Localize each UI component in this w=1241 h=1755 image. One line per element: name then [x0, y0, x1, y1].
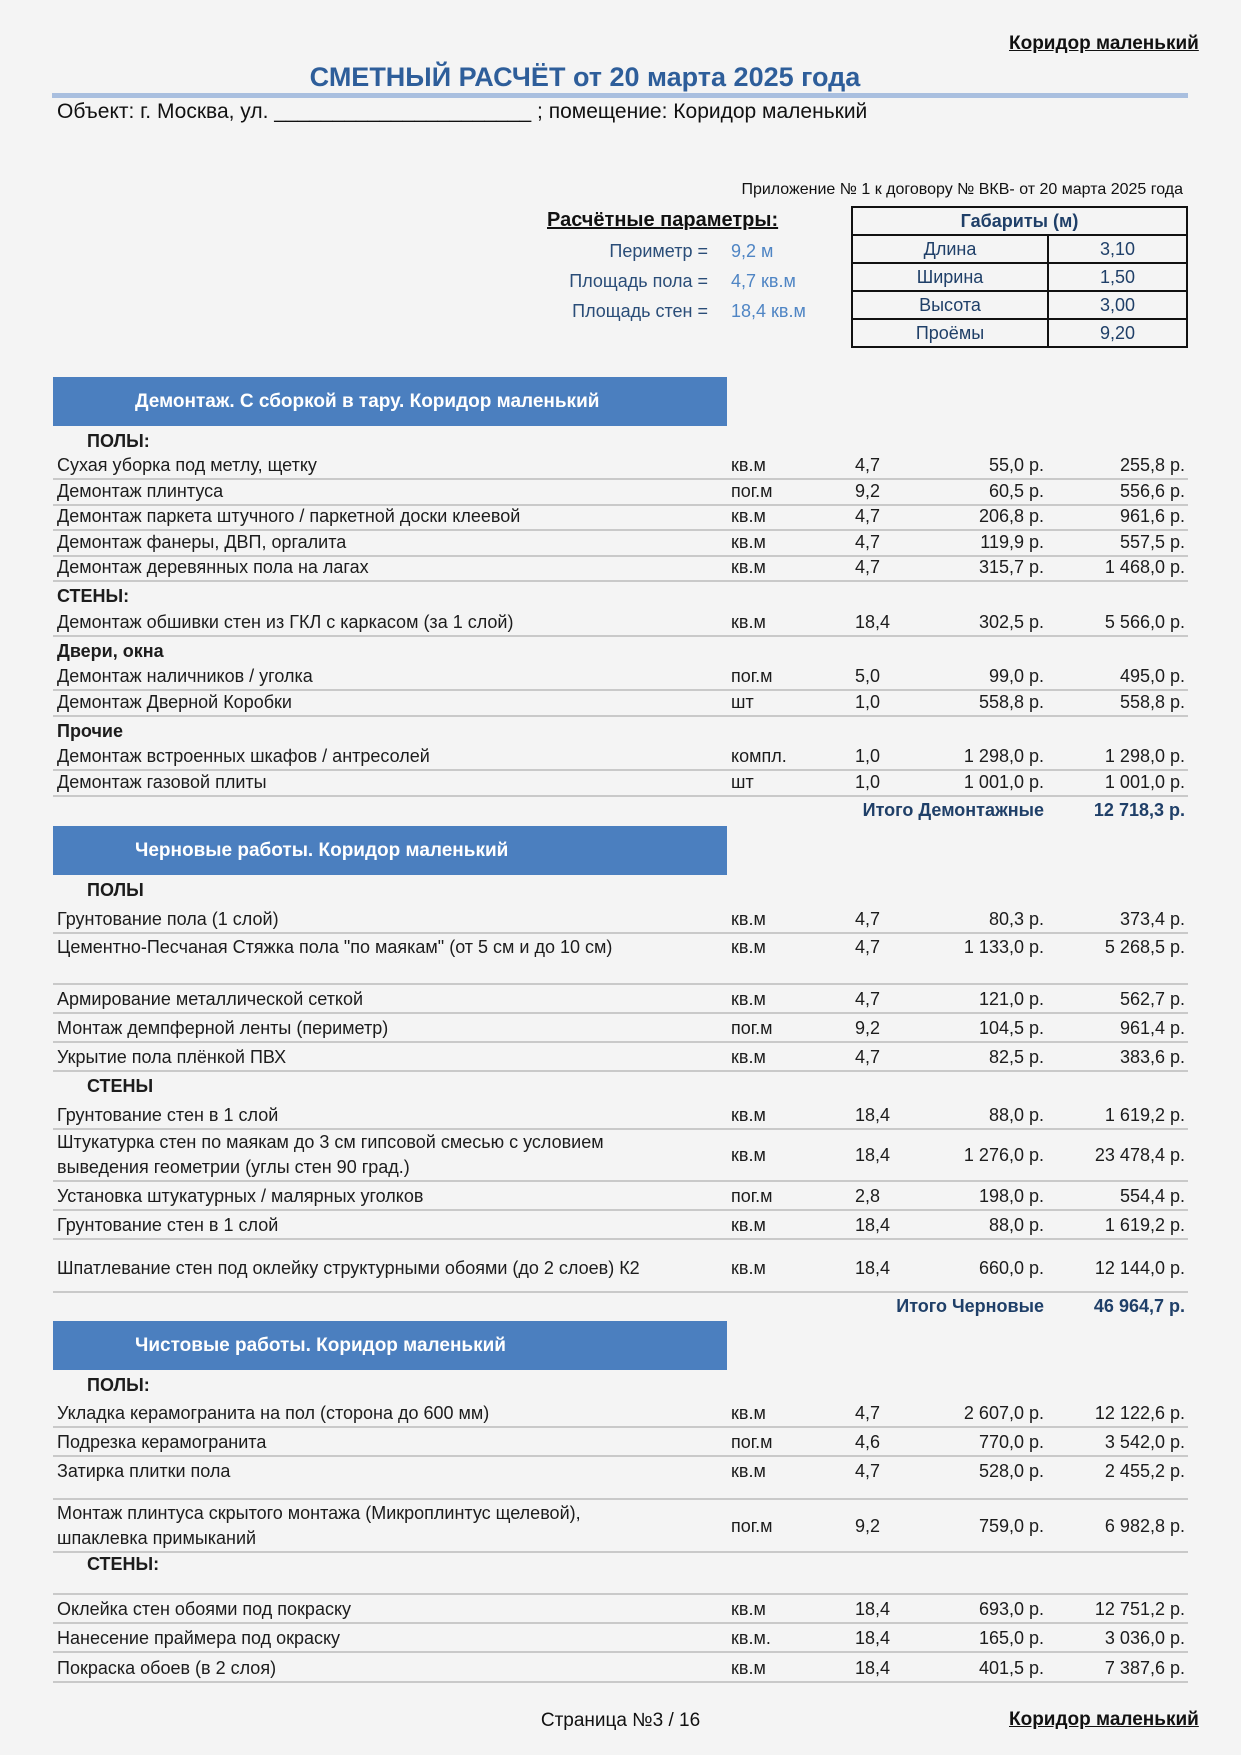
table-row	[53, 1211, 1188, 1240]
item-name: Нанесение праймера под окраску	[57, 1628, 341, 1648]
subtotal-label: Итого Демонтажные	[862, 800, 1044, 820]
item-price: 1 001,0 р.	[963, 772, 1044, 792]
item-qty: 4,7	[855, 506, 881, 526]
item-price: 1 133,0 р.	[963, 937, 1044, 957]
param-wall-area-label: Площадь стен =	[572, 301, 708, 321]
item-price: 528,0 р.	[978, 1461, 1044, 1481]
item-total: 383,6 р.	[1119, 1047, 1185, 1067]
item-name: Демонтаж плинтуса	[57, 481, 224, 501]
dim-label: Проёмы	[852, 319, 1048, 347]
item-total: 562,7 р.	[1119, 989, 1185, 1009]
item-unit: кв.м	[731, 1658, 766, 1678]
table-row	[53, 1457, 1188, 1500]
item-total: 5 268,5 р.	[1104, 937, 1185, 957]
item-qty: 4,7	[855, 532, 881, 552]
item-unit: пог.м	[731, 1018, 773, 1038]
item-total: 1 468,0 р.	[1104, 557, 1185, 577]
table-row	[53, 557, 1188, 582]
item-total: 12 122,6 р.	[1094, 1403, 1185, 1423]
item-unit: кв.м	[731, 989, 766, 1009]
page-title: СМЕТНЫЙ РАСЧЁТ от 20 марта 2025 года	[309, 62, 861, 92]
item-unit: кв.м	[731, 557, 766, 577]
item-price: 1 298,0 р.	[963, 746, 1044, 766]
item-qty: 4,7	[855, 1047, 881, 1067]
item-price: 121,0 р.	[978, 989, 1044, 1009]
table-row	[53, 454, 1188, 480]
table-row	[53, 506, 1188, 531]
subheading-label: ПОЛЫ	[87, 880, 144, 900]
item-price: 88,0 р.	[988, 1105, 1044, 1125]
dim-label: Ширина	[852, 263, 1048, 291]
item-unit: кв.м	[731, 1047, 766, 1067]
item-total: 255,8 р.	[1119, 455, 1185, 475]
item-qty: 4,7	[855, 989, 881, 1009]
item-total: 556,6 р.	[1119, 481, 1185, 501]
item-unit: пог.м	[731, 1516, 773, 1536]
subtotal-value: 12 718,3 р.	[1093, 800, 1185, 820]
table-row	[53, 934, 1188, 985]
item-qty: 4,7	[855, 937, 881, 957]
item-name: Укрытие пола плёнкой ПВХ	[57, 1047, 287, 1067]
item-total: 1 001,0 р.	[1104, 772, 1185, 792]
item-unit: кв.м	[731, 1258, 766, 1278]
appendix-note: Приложение № 1 к договору № ВКВ- от 20 марта 2025 года	[741, 181, 1183, 198]
item-qty: 4,6	[855, 1432, 881, 1452]
item-name: Грунтование стен в 1 слой	[57, 1105, 279, 1125]
item-qty: 4,7	[855, 557, 881, 577]
table-row	[53, 744, 1188, 771]
item-qty: 1,0	[855, 746, 881, 766]
item-name: Демонтаж газовой плиты	[57, 772, 267, 792]
param-floor-area-label: Площадь пола =	[569, 271, 708, 291]
item-name: Цементно-Песчаная Стяжка пола "по маякам" (от 5 см и до 10 см)	[57, 937, 613, 957]
item-total: 558,8 р.	[1119, 692, 1185, 712]
item-price: 99,0 р.	[988, 666, 1044, 686]
item-qty: 4,7	[855, 909, 881, 929]
item-unit: кв.м	[731, 1215, 766, 1235]
item-unit: кв.м	[731, 1461, 766, 1481]
item-name-line2: выведения геометрии (углы стен 90 град.)	[57, 1157, 410, 1177]
dimensions-title: Габариты (м)	[852, 207, 1187, 235]
section-title: Черновые работы. Коридор маленький	[135, 839, 509, 861]
item-name: Монтаж демпферной ленты (периметр)	[57, 1018, 389, 1038]
dim-value: 3,10	[1048, 235, 1187, 263]
param-wall-area-value: 18,4 кв.м	[731, 301, 806, 321]
room-link-bottom[interactable]: Коридор маленький	[1009, 1709, 1199, 1730]
table-row	[53, 1624, 1188, 1653]
params-title: Расчётные параметры:	[547, 209, 779, 231]
item-qty: 1,0	[855, 772, 881, 792]
item-price: 88,0 р.	[988, 1215, 1044, 1235]
item-price: 206,8 р.	[978, 506, 1044, 526]
table-row	[53, 903, 1188, 934]
item-price: 80,3 р.	[988, 909, 1044, 929]
item-qty: 2,8	[855, 1186, 881, 1206]
item-qty: 9,2	[855, 1516, 881, 1536]
item-qty: 18,4	[855, 1145, 891, 1165]
item-unit: пог.м	[731, 1432, 773, 1452]
item-price: 82,5 р.	[988, 1047, 1044, 1067]
item-name: Грунтование стен в 1 слой	[57, 1215, 279, 1235]
item-name: Затирка плитки пола	[57, 1461, 231, 1481]
item-name: Демонтаж фанеры, ДВП, оргалита	[57, 532, 347, 552]
item-total: 373,4 р.	[1119, 909, 1185, 929]
table-row	[53, 1182, 1188, 1211]
item-total: 23 478,4 р.	[1094, 1145, 1185, 1165]
subheading	[53, 637, 1188, 664]
subheading	[53, 717, 1188, 744]
section-title: Чистовые работы. Коридор маленький	[135, 1334, 506, 1356]
item-unit: пог.м	[731, 666, 773, 686]
section-header-demolition	[53, 377, 727, 426]
item-unit: кв.м.	[731, 1628, 771, 1648]
item-price: 1 276,0 р.	[963, 1145, 1044, 1165]
item-qty: 5,0	[855, 666, 881, 686]
subheading	[53, 1372, 1188, 1398]
section-header-finishing	[53, 1321, 727, 1370]
item-price: 660,0 р.	[978, 1258, 1044, 1278]
item-unit: кв.м	[731, 612, 766, 632]
param-perimeter-label: Периметр =	[609, 241, 708, 261]
table-row	[53, 1595, 1188, 1624]
subheading	[53, 582, 1188, 609]
item-price: 165,0 р.	[978, 1628, 1044, 1648]
item-name: Установка штукатурных / малярных уголков	[57, 1186, 424, 1206]
item-price: 693,0 р.	[978, 1599, 1044, 1619]
item-name: Демонтаж встроенных шкафов / антресолей	[57, 746, 430, 766]
table-row	[53, 1500, 1188, 1553]
item-unit: кв.м	[731, 937, 766, 957]
item-qty: 18,4	[855, 1215, 891, 1235]
item-price: 60,5 р.	[988, 481, 1044, 501]
item-total: 557,5 р.	[1119, 532, 1185, 552]
item-qty: 4,7	[855, 455, 881, 475]
item-qty: 4,7	[855, 1403, 881, 1423]
item-qty: 18,4	[855, 1258, 891, 1278]
table-row	[53, 531, 1188, 557]
item-total: 6 982,8 р.	[1104, 1516, 1185, 1536]
item-total: 2 455,2 р.	[1104, 1461, 1185, 1481]
dim-value: 3,00	[1048, 291, 1187, 319]
item-qty: 9,2	[855, 1018, 881, 1038]
table-row	[53, 664, 1188, 691]
object-line: Объект: г. Москва, ул. ______________________ ; помещение: Коридор маленький	[57, 100, 868, 123]
item-price: 104,5 р.	[978, 1018, 1044, 1038]
item-price: 315,7 р.	[978, 557, 1044, 577]
item-total: 12 144,0 р.	[1094, 1258, 1185, 1278]
section-title: Демонтаж. С сборкой в тару. Коридор маленький	[135, 390, 600, 412]
item-unit: кв.м	[731, 1105, 766, 1125]
subheading	[53, 1553, 1188, 1595]
item-name: Шпатлевание стен под оклейку структурными обоями (до 2 слоев) К2	[57, 1258, 640, 1278]
item-qty: 1,0	[855, 692, 881, 712]
page-number: Страница №3 / 16	[540, 1710, 701, 1731]
item-name: Покраска обоев (в 2 слоя)	[57, 1658, 277, 1678]
table-row	[53, 985, 1188, 1014]
item-name: Сухая уборка под метлу, щетку	[57, 455, 317, 475]
item-total: 554,4 р.	[1119, 1186, 1185, 1206]
dim-value: 1,50	[1048, 263, 1187, 291]
subheading-label: Двери, окна	[57, 641, 164, 661]
subheading-label: СТЕНЫ	[87, 1076, 154, 1096]
item-qty: 18,4	[855, 1105, 891, 1125]
item-price: 119,9 р.	[980, 532, 1044, 552]
item-total: 7 387,6 р.	[1104, 1658, 1185, 1678]
item-price: 2 607,0 р.	[963, 1403, 1044, 1423]
table-row	[53, 771, 1188, 797]
item-unit: шт	[731, 772, 754, 792]
title-underline	[52, 93, 1188, 98]
item-qty: 4,7	[855, 1461, 881, 1481]
dimensions-table	[851, 206, 1188, 348]
item-unit: компл.	[731, 746, 787, 766]
subheading-label: Прочие	[57, 721, 124, 741]
item-price: 770,0 р.	[978, 1432, 1044, 1452]
item-name: Демонтаж наличников / уголка	[57, 666, 313, 686]
item-price: 759,0 р.	[978, 1516, 1044, 1536]
subheading-label: ПОЛЫ:	[87, 1375, 150, 1395]
item-total: 961,6 р.	[1119, 506, 1185, 526]
table-row	[53, 1240, 1188, 1293]
item-name: Монтаж плинтуса скрытого монтажа (Микроплинтус щелевой),	[57, 1503, 581, 1523]
table-row	[53, 609, 1188, 637]
subheading	[53, 1072, 1188, 1099]
item-name: Демонтаж деревянных пола на лагах	[57, 557, 369, 577]
item-name: Грунтование пола (1 слой)	[57, 909, 279, 929]
item-unit: пог.м	[731, 481, 773, 501]
item-price: 55,0 р.	[988, 455, 1044, 475]
item-name-line2: шпаклевка примыканий	[57, 1528, 257, 1548]
item-price: 302,5 р.	[978, 612, 1044, 632]
item-name: Демонтаж Дверной Коробки	[57, 692, 292, 712]
item-qty: 18,4	[855, 612, 891, 632]
subheading	[53, 877, 1188, 903]
item-qty: 9,2	[855, 481, 881, 501]
param-floor-area-value: 4,7 кв.м	[731, 271, 796, 291]
item-total: 1 298,0 р.	[1104, 746, 1185, 766]
item-name: Демонтаж паркета штучного / паркетной доски клеевой	[57, 506, 521, 526]
table-row	[53, 1428, 1188, 1457]
item-price: 198,0 р.	[978, 1186, 1044, 1206]
item-price: 558,8 р.	[978, 692, 1044, 712]
item-name: Подрезка керамогранита	[57, 1432, 267, 1452]
item-name: Укладка керамогранита на пол (сторона до 600 мм)	[57, 1403, 490, 1423]
room-link-top[interactable]: Коридор маленький	[1009, 33, 1199, 54]
subtotal-label: Итого Черновые	[896, 1296, 1044, 1316]
subheading	[53, 427, 1188, 454]
subheading-label: СТЕНЫ:	[87, 1554, 160, 1574]
item-total: 5 566,0 р.	[1104, 612, 1185, 632]
dim-value: 9,20	[1048, 319, 1187, 347]
dim-label: Длина	[852, 235, 1048, 263]
item-unit: кв.м	[731, 1599, 766, 1619]
table-row	[53, 1398, 1188, 1428]
item-unit: кв.м	[731, 909, 766, 929]
dim-label: Высота	[852, 291, 1048, 319]
item-total: 3 036,0 р.	[1104, 1628, 1185, 1648]
subtotal-row	[53, 1293, 1188, 1319]
table-row	[53, 1099, 1188, 1130]
table-row	[53, 691, 1188, 717]
subtotal-row	[53, 797, 1188, 823]
item-qty: 18,4	[855, 1658, 891, 1678]
item-unit: кв.м	[731, 1145, 766, 1165]
subtotal-value: 46 964,7 р.	[1093, 1296, 1185, 1316]
item-unit: шт	[731, 692, 754, 712]
item-unit: пог.м	[731, 1186, 773, 1206]
item-name: Демонтаж обшивки стен из ГКЛ с каркасом (за 1 слой)	[57, 612, 514, 632]
item-qty: 18,4	[855, 1628, 891, 1648]
item-qty: 18,4	[855, 1599, 891, 1619]
item-total: 1 619,2 р.	[1104, 1215, 1185, 1235]
item-total: 961,4 р.	[1119, 1018, 1185, 1038]
item-total: 12 751,2 р.	[1094, 1599, 1185, 1619]
table-row	[53, 480, 1188, 506]
table-row	[53, 1130, 1188, 1182]
item-unit: кв.м	[731, 1403, 766, 1423]
item-total: 495,0 р.	[1119, 666, 1185, 686]
table-row	[53, 1653, 1188, 1683]
item-name: Штукатурка стен по маякам до 3 см гипсовой смесью с условием	[57, 1132, 604, 1152]
subheading-label: ПОЛЫ:	[87, 431, 150, 451]
table-row	[53, 1043, 1188, 1072]
item-name: Оклейка стен обоями под покраску	[57, 1599, 352, 1619]
item-total: 1 619,2 р.	[1104, 1105, 1185, 1125]
item-unit: кв.м	[731, 532, 766, 552]
item-unit: кв.м	[731, 455, 766, 475]
item-unit: кв.м	[731, 506, 766, 526]
item-total: 3 542,0 р.	[1104, 1432, 1185, 1452]
table-row	[53, 1014, 1188, 1043]
item-name: Армирование металлической сеткой	[57, 989, 364, 1009]
section-header-rough	[53, 826, 727, 875]
subheading-label: СТЕНЫ:	[57, 586, 130, 606]
item-price: 401,5 р.	[978, 1658, 1044, 1678]
param-perimeter-value: 9,2 м	[731, 241, 774, 261]
